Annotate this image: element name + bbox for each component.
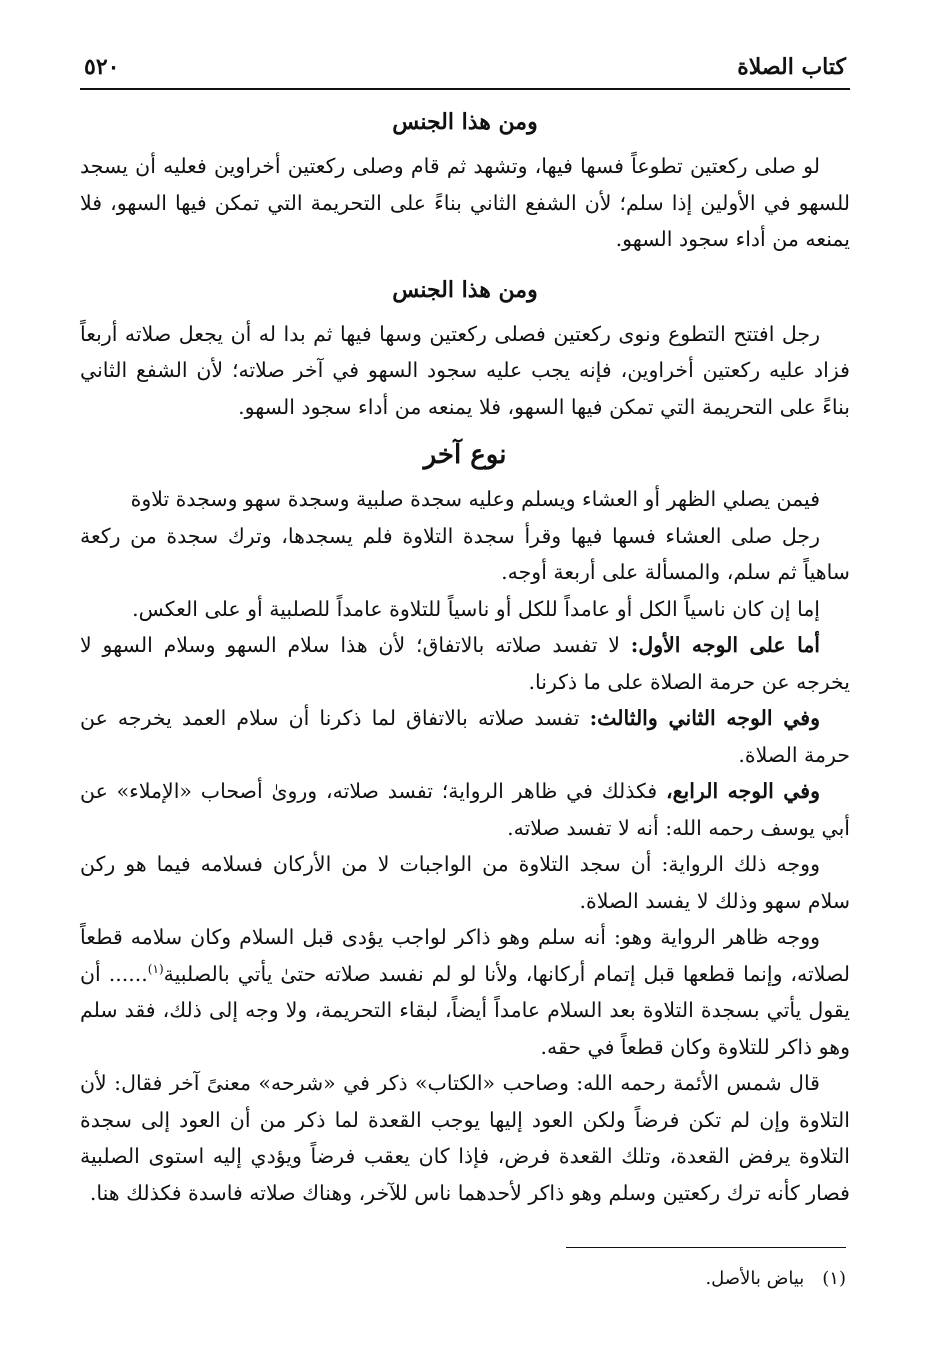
paragraph-lead: وفي الوجه الثاني والثالث: xyxy=(589,706,820,730)
paragraph xyxy=(80,148,850,258)
section-1 xyxy=(80,104,850,258)
paragraph xyxy=(80,481,850,518)
paragraph-text: فيمن يصلي الظهر أو العشاء ويسلم وعليه سجدة صلبية وسجدة سهو وسجدة تلاوة xyxy=(130,487,820,511)
section-heading: ومن هذا الجنس xyxy=(392,276,538,303)
paragraph-text: رجل افتتح التطوع ونوى ركعتين فصلى ركعتين وسها فيها ثم بدا له أن يجعل صلاته أربعاً فزاد عليه ركعتين أخراوين، فإنه يجب عليه سجود السهو في آخر صلاته؛ لأن الشفع الثاني بناءً على التحريمة التي تمكن فيها السهو، فلا يمنعه من أداء سجود السهو. xyxy=(80,321,850,419)
footnote xyxy=(80,1264,850,1294)
paragraph-text: ووجه ذلك الرواية: أن سجد التلاوة من الواجبات لا من الأركان فسلامه فيما هو ركن سلام سهو وذلك لا يفسد الصلاة. xyxy=(80,852,850,913)
footnote-divider xyxy=(566,1247,846,1248)
paragraph-text: قال شمس الأئمة رحمه الله: وصاحب «الكتاب» ذكر في «شرحه» معنىً آخر فقال: لأن التلاوة وإن لم تكن فرضاً ولكن العود إليها يوجب القعدة لما ذكر من أن العود إلى سجدة التلاوة يرفض القعدة، وتلك القعدة فرض، فإذا كان يعقب فرضاً ويؤدي إليه استوى الصلبية فصار كأنه ترك ركعتين وسلم وهو ذاكر لأحدهما ناس للآخر، وهناك صلاته فاسدة فكذلك هنا. xyxy=(80,1071,850,1205)
book-title: كتاب الصلاة xyxy=(737,54,846,80)
section-3 xyxy=(80,437,850,1211)
paragraph xyxy=(80,316,850,426)
paragraph xyxy=(80,919,850,1065)
paragraph-text: لو صلى ركعتين تطوعاً فسها فيها، وتشهد ثم قام وصلى ركعتين أخراوين فعليه أن يسجد للسهو في الأولين إذا سلم؛ لأن الشفع الثاني بناءً على التحريمة التي تمكن فيها السهو، فلا يمنعه من أداء سجود السهو. xyxy=(80,154,850,251)
footnote-number: (١) xyxy=(822,1268,846,1289)
paragraph xyxy=(80,846,850,919)
footnote-reference[interactable]: (١) xyxy=(147,961,164,976)
paragraph xyxy=(80,700,850,773)
paragraph-text: ووجه ظاهر الرواية وهو: أنه سلم وهو ذاكر لواجب يؤدى قبل السلام وكان سلامه قطعاً لصلاته، وإنما قطعها قبل إتمام أركانها، ولأنا لو لم نفسد صلاته حتىٰ يأتي بالصلبية xyxy=(80,925,850,986)
paragraph xyxy=(80,518,850,591)
paragraph-text-continued: ...... أن يقول يأتي بسجدة التلاوة بعد السلام عامداً أيضاً، لبقاء التحريمة، ولا وجه إلى ذلك، فقد سلم وهو ذاكر للتلاوة وكان قطعاً في حقه. xyxy=(80,961,850,1059)
paragraph-lead: أما على الوجه الأول: xyxy=(630,633,820,657)
section-heading: نوع آخر xyxy=(423,440,507,470)
paragraph xyxy=(80,1065,850,1211)
page-number: ٥٢٠ xyxy=(84,54,120,80)
paragraph xyxy=(80,773,850,846)
section-heading: ومن هذا الجنس xyxy=(392,109,538,135)
paragraph-text: فكذلك في ظاهر الرواية؛ تفسد صلاته، وروىٰ أصحاب «الإملاء» عن أبي يوسف رحمه الله: أنه لا تفسد صلاته. xyxy=(80,779,850,840)
paragraph-text: لا تفسد صلاته بالاتفاق؛ لأن هذا سلام السهو وسلام السهو لا يخرجه عن حرمة الصلاة على ما ذكرنا. xyxy=(80,633,850,694)
paragraph-text: رجل صلى العشاء فسها فيها وقرأ سجدة التلاوة فلم يسجدها، وترك سجدة من ركعة ساهياً ثم سلم، والمسألة على أربعة أوجه. xyxy=(80,523,850,584)
paragraph xyxy=(80,627,850,700)
paragraph-lead: وفي الوجه الرابع، xyxy=(665,779,821,803)
book-page xyxy=(80,38,850,1294)
section-2 xyxy=(80,272,850,426)
paragraph-text: إما إن كان ناسياً الكل أو عامداً للكل أو ناسياً للتلاوة عامداً للصلبية أو على العكس. xyxy=(132,596,820,621)
footnote-text: بياض بالأصل. xyxy=(705,1268,805,1289)
running-header xyxy=(80,38,850,90)
paragraph xyxy=(80,591,850,628)
paragraph-text: تفسد صلاته بالاتفاق لما ذكرنا أن سلام العمد يخرجه عن حرمة الصلاة. xyxy=(80,706,850,767)
